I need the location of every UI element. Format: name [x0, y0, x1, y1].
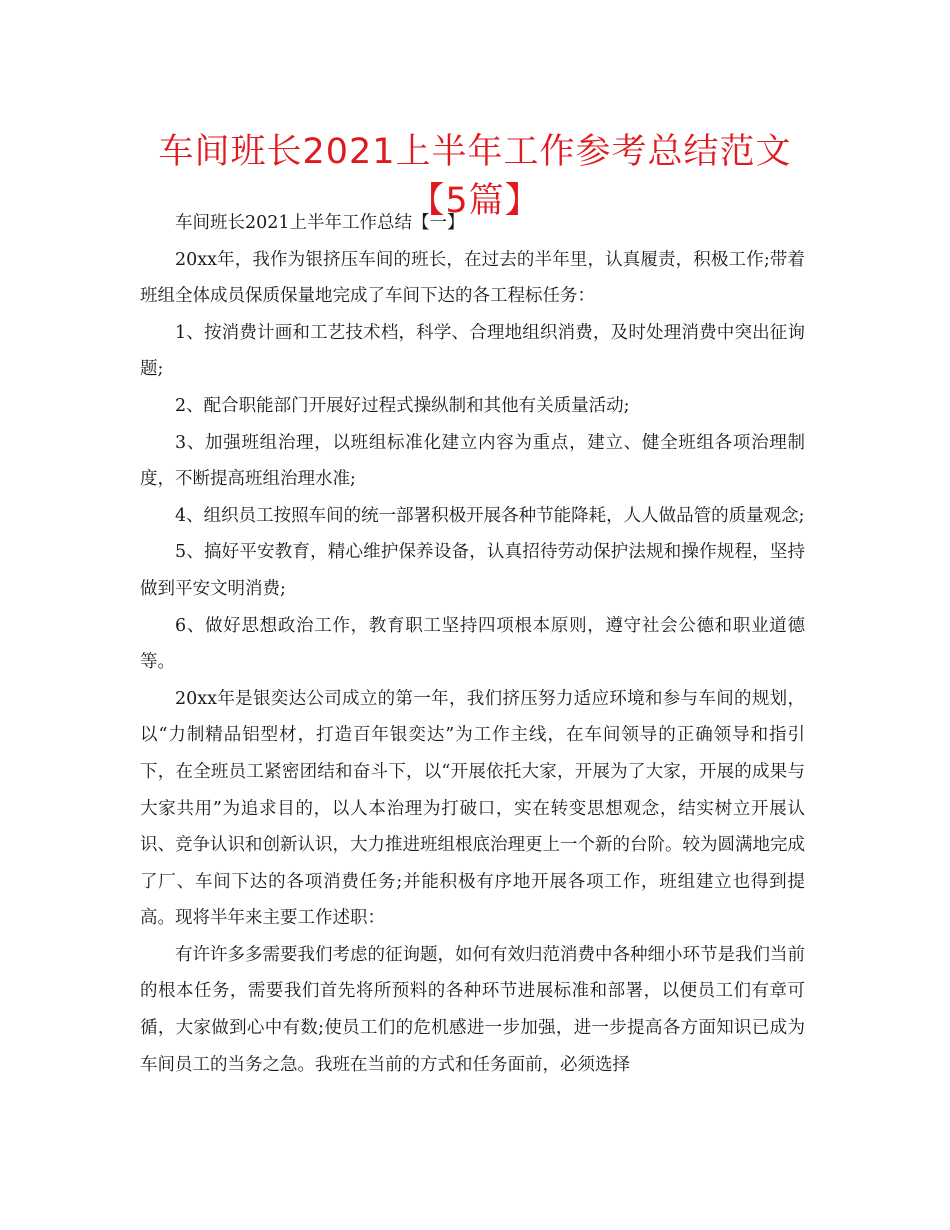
- paragraph: 20xx年是银奕达公司成立的第一年，我们挤压努力适应环境和参与车间的规划，以“力制精品铝型材，打造百年银奕达”为工作主线，在车间领导的正确领导和指引下，在全班员工紧密团结和奋斗下，以“开展依托大家，开展为了大家，开展的成果与大家共用”为追求目的，以人本治理为打破口，实在转变思想观念，结实树立开展认识、竞争认识和创新认识，大力推进班组根底治理更上一个新的台阶。较为圆满地完成了厂、车间下达的各项消费任务;并能积极有序地开展各项工作，班组建立也得到提高。现将半年来主要工作述职：: [140, 688, 805, 929]
- paragraph: 20xx年，我作为银挤压车间的班长，在过去的半年里，认真履责，积极工作;带着班组全体成员保质保量地完成了车间下达的各工程标任务：: [140, 249, 805, 307]
- list-item: 1、按消费计画和工艺技术档，科学、合理地组织消费，及时处理消费中突出征询题;: [140, 322, 805, 380]
- list-item: 2、配合职能部门开展好过程式操纵制和其他有关质量活动;: [175, 395, 630, 416]
- document-title: 车间班长2021上半年工作参考总结范文【5篇】: [158, 132, 792, 221]
- list-item: 4、组织员工按照车间的统一部署积极开展各种节能降耗，人人做品管的质量观念;: [175, 505, 805, 526]
- paragraph: 有许许多多需要我们考虑的征询题，如何有效归范消费中各种细小环节是我们当前的根本任务，需要我们首先将所预料的各种环节进展标准和部署，以便员工们有章可循，大家做到心中有数;使员工们的危机感进一步加强，进一步提高各方面知识已成为车间员工的当务之急。我班在当前的方式和任务面前，必须选择: [140, 944, 805, 1075]
- list-item: 3、加强班组治理，以班组标准化建立内容为重点，建立、健全班组各项治理制度，不断提高班组治理水准;: [140, 432, 805, 490]
- document-body: [140, 205, 805, 1083]
- section-heading: 车间班长2021上半年工作总结【一】: [175, 213, 465, 233]
- list-item: 5、搞好平安教育，精心维护保养设备，认真招待劳动保护法规和操作规程，坚持做到平安文明消费;: [140, 542, 805, 599]
- list-item: 6、做好思想政治工作，教育职工坚持四项根本原则，遵守社会公德和职业道德等。: [140, 615, 805, 673]
